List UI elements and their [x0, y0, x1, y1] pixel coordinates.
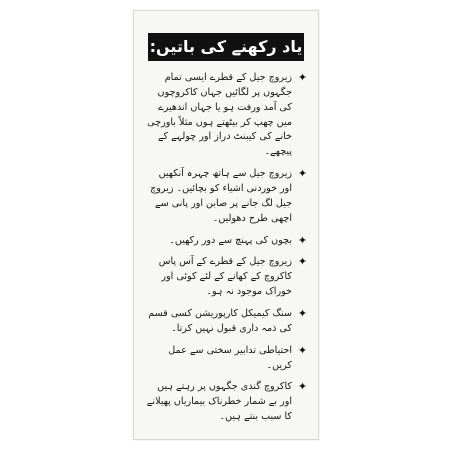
four-point-star-icon: ✦	[297, 167, 308, 181]
list-item-text: سنگ کیمیکل کارپوریشن کسی قسم کی ذمہ داری قبول نہیں کرتا۔	[148, 308, 292, 334]
list-item	[144, 344, 308, 374]
list-item-text: بچوں کی پہنچ سے دور رکھیں۔	[169, 234, 292, 246]
four-point-star-icon: ✦	[297, 255, 308, 269]
instruction-list	[144, 71, 308, 433]
list-item	[144, 380, 308, 425]
list-item-text: زیروچ جیل کے قطرے ایسی تمام جگہوں پر لگائیں جہاں کاکروچوں کی آمد ورفت ہو یا جہاں اندھیرے میں چھپ کر بیٹھتے ہوں مثلاً باورچی خانے کی کیبنٹ دراز اور چولہے کے پیچھے۔	[147, 72, 292, 158]
list-item-text: احتیاطی تدابیر سختی سے عمل کریں۔	[168, 344, 292, 371]
four-point-star-icon: ✦	[297, 233, 308, 247]
list-item	[144, 234, 308, 249]
list-item-text: کاکروچ گندی جگہوں پر رہتے ہیں اور بے شمار خطرناک بیماریاں پھیلانے کا سبب بنتے ہیں۔	[146, 381, 292, 423]
list-item	[144, 255, 308, 300]
list-item	[144, 307, 308, 337]
four-point-star-icon: ✦	[297, 71, 308, 84]
four-point-star-icon: ✦	[297, 343, 308, 357]
list-item-text: زیروچ جیل کے قطرے کے آس پاس کاکروچ کے کھانے کے لئے کوئی اور خوراک موجود نہ ہو۔	[158, 256, 292, 298]
leaflet-title: یاد رکھنے کی باتیں:	[148, 33, 304, 61]
list-item	[144, 71, 308, 160]
list-item-text: زیروچ جیل سے ہاتھ چہرہ آنکھیں اور خوردنی اشیاء کو بچائیں۔ زیروچ جیل لگ جانے پر صابن اور پانی سے اچھی طرح دھولیں۔	[150, 168, 292, 224]
four-point-star-icon: ✦	[297, 307, 308, 321]
four-point-star-icon: ✦	[297, 380, 308, 394]
list-item	[144, 167, 308, 226]
instruction-leaflet	[133, 10, 319, 440]
